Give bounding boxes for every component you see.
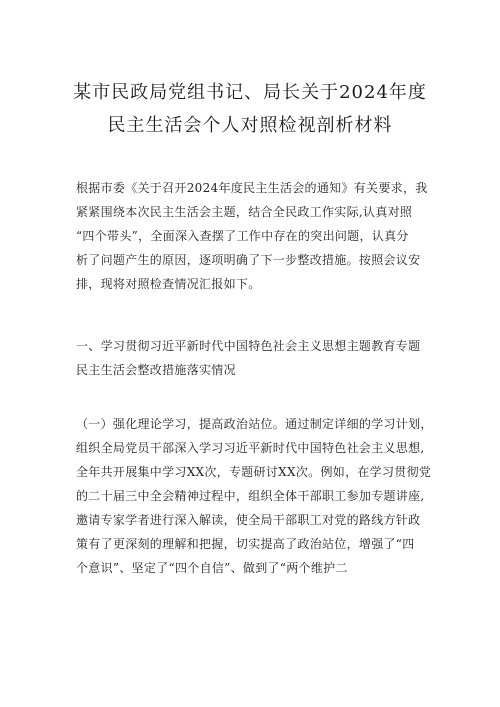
intro-line-4: 析了问题产生的原因，逐项明确了下一步整改措施。按照会议安 — [76, 253, 421, 267]
intro-line-2: 紧紧围绕本次民主生活会主题，结合全民政工作实际,认真对照 — [76, 205, 413, 219]
section-body-line-5: 邀请专家学者进行深入解读，使全局干部职工对党的路线方针政 — [76, 513, 421, 527]
intro-line-5: 排，现将对照检查情况汇报如下。 — [76, 277, 261, 291]
section-body-line-3: 全年共开展集中学习XX次，专题研讨XX次。例如，在学习贯彻党 — [76, 465, 432, 479]
document-title-line-2: 民主生活会个人对照检视剖析材料 — [107, 115, 393, 136]
section-body-line-1: （一）强化理论学习，提高政治站位。通过制定详细的学习计划， — [76, 417, 433, 431]
intro-paragraph — [76, 176, 436, 296]
section-body-line-2: 组织全局党员干部深入学习习近平新时代中国特色社会主义思想, — [76, 441, 425, 455]
section-body-line-7: 个意识”、坚定了“四个自信”、做到了“两个维护二 — [76, 561, 348, 575]
section-body-paragraph — [76, 412, 436, 580]
section-body-line-4: 的二十届三中全会精神过程中，组织全体干部职工参加专题讲座, — [76, 489, 425, 503]
intro-line-1: 根据市委《关于召开2024年度民主生活会的通知》有关要求，我 — [76, 181, 428, 195]
section-heading-line-1: 一、学习贯彻习近平新时代中国特色社会主义思想主题教育专题 — [76, 339, 421, 353]
section-heading — [76, 334, 436, 382]
section-heading-line-2: 民主生活会整改措施落实情况 — [76, 363, 236, 377]
document-title-line-1: 某市民政局党组书记、局长关于2024年度 — [73, 82, 427, 103]
section-body-line-6: 策有了更深刻的理解和把握，切实提高了政治站位，增强了“四 — [76, 537, 415, 551]
intro-line-3: “四个带头”，全面深入查摆了工作中存在的突出问题，认真分 — [76, 229, 409, 243]
